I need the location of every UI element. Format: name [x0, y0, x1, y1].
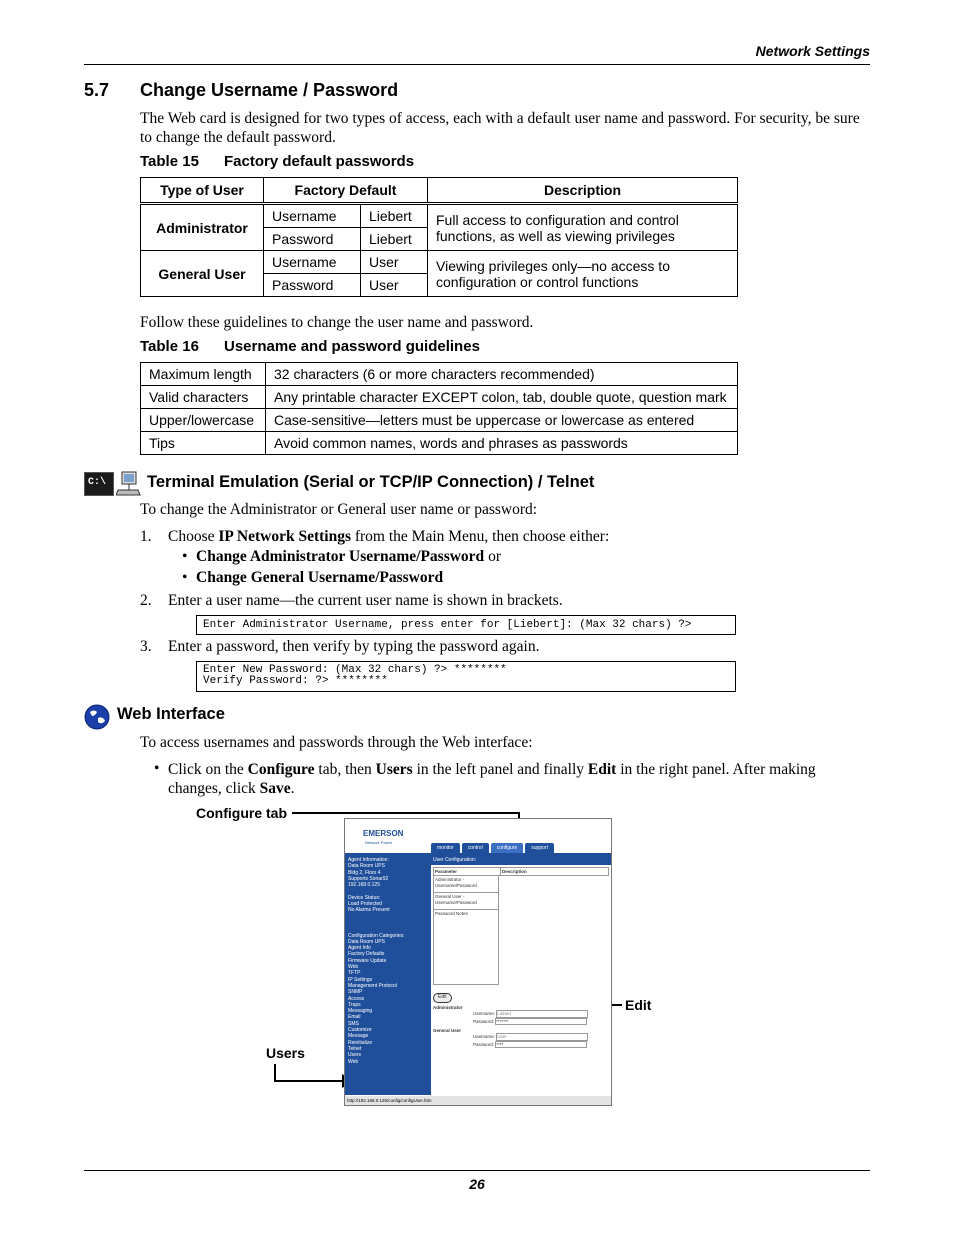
table15-caption [140, 153, 414, 170]
bullet-2-text [196, 569, 443, 587]
running-header: Network Settings [755, 43, 870, 59]
left-panel-item[interactable]: Web [348, 964, 359, 971]
left-panel-item[interactable]: SNMP [348, 989, 363, 996]
admin-username-field[interactable]: Liebert [496, 1010, 588, 1017]
web-text: in the right panel. After making changes, click [168, 761, 816, 797]
table16 [140, 362, 738, 455]
table15-header-default: Factory Default [264, 178, 428, 204]
table15 [140, 177, 738, 297]
step-3 [140, 637, 865, 656]
table16-title: Username and password guidelines [224, 338, 480, 355]
emerson-logo-sub: Network Power [365, 840, 393, 845]
table15-cell: User [361, 251, 428, 274]
web-bullet: • [154, 760, 160, 777]
intro-paragraph: The Web card is designed for two types of access, each with a default user name and password. For security, be sure to change the default password. [140, 110, 860, 146]
table15-cell: Username [264, 251, 361, 274]
code-password [196, 661, 736, 692]
bullet-1-post: or [484, 548, 501, 565]
left-panel-item[interactable]: Configuration Categories: [348, 932, 405, 939]
left-panel-item[interactable]: 192.168.0.125 [348, 882, 380, 889]
left-panel-item[interactable]: Traps [348, 1001, 361, 1008]
table15-cell: General User [141, 251, 264, 297]
table16-key: Tips [141, 432, 266, 455]
tab-bar [431, 843, 554, 853]
web-text: in the left panel and finally [412, 761, 588, 778]
table15-cell: Viewing privileges only—no access to configuration or control functions [428, 251, 738, 297]
tab-monitor[interactable]: monitor [431, 843, 460, 853]
guidelines-intro: Follow these guidelines to change the user name and password. [140, 314, 534, 331]
table15-label: Table 15 [140, 153, 199, 170]
web-heading: Web Interface [117, 705, 225, 723]
table15-title: Factory default passwords [224, 153, 415, 170]
terminal-heading: Terminal Emulation (Serial or TCP/IP Connection) / Telnet [147, 473, 595, 491]
header-rule [84, 64, 870, 65]
table15-cell: Full access to configuration and control functions, as well as viewing privileges [428, 204, 738, 251]
step-1-pre: Choose [168, 528, 219, 545]
step-1-bold: IP Network Settings [218, 528, 351, 545]
table16-key: Valid characters [141, 386, 266, 409]
left-panel-item[interactable]: Management Protocol [348, 982, 397, 989]
web-ui-screenshot [344, 818, 612, 1106]
bullet-2: • [182, 569, 188, 586]
left-panel-item[interactable]: No Alarms Present [348, 907, 390, 914]
callout-line [292, 812, 520, 814]
left-panel-item[interactable]: Device Status: [348, 894, 381, 901]
web-text: tab, then [314, 761, 376, 778]
table15-cell: Password [264, 228, 361, 251]
left-panel-item[interactable]: Reinitialize [348, 1039, 373, 1046]
left-panel-item[interactable]: Users [348, 1052, 362, 1059]
table15-cell: Liebert [361, 204, 428, 228]
admin-username-label: Username: [473, 1011, 496, 1017]
table15-header-description: Description [428, 178, 738, 204]
tab-support[interactable]: support [525, 843, 554, 853]
user-config-bar: User Configuration: [431, 853, 611, 865]
param-admin: Administrator - Username/Password [433, 876, 499, 893]
step-2-number: 2. [140, 592, 152, 609]
left-panel-item[interactable]: IP Settings [348, 976, 373, 983]
gen-password-field[interactable]: **** [495, 1041, 587, 1048]
param-general: General User - Username/Password [433, 893, 499, 910]
table16-caption [140, 338, 480, 355]
table16-key: Upper/lowercase [141, 409, 266, 432]
network-computer-icon [116, 470, 142, 496]
web-text: Click on the [168, 761, 248, 778]
web-instructions [168, 760, 868, 798]
left-panel-item[interactable]: Supports Sonar92 [348, 875, 389, 882]
table16-key: Maximum length [141, 363, 266, 386]
left-panel-list [348, 857, 428, 1065]
left-panel-item[interactable]: Telnet [348, 1045, 362, 1052]
web-bold: Configure [247, 761, 315, 778]
left-panel-item[interactable]: Agent Info [348, 945, 371, 952]
admin-password-label: Password: [473, 1018, 495, 1024]
param-header: Parameter [434, 868, 501, 875]
general-label: General User [433, 1028, 462, 1034]
tab-configure[interactable]: configure [491, 843, 524, 853]
table15-cell: Username [264, 204, 361, 228]
table15-header-type: Type of User [141, 178, 264, 204]
step-1-post: from the Main Menu, then choose either: [350, 528, 610, 545]
web-bold: Save [259, 780, 291, 797]
left-panel-item[interactable]: Bldg 2, Floor 4 [348, 869, 381, 876]
left-panel [345, 853, 431, 1095]
step-2 [140, 591, 865, 610]
step-1-number: 1. [140, 528, 152, 545]
callout-line [274, 1080, 344, 1082]
table16-value: Case-sensitive—letters must be uppercase or lowercase as entered [266, 409, 738, 432]
left-panel-item[interactable]: SMS [348, 1020, 359, 1027]
left-panel-item[interactable]: Firmware Update [348, 957, 387, 964]
command-prompt-icon: C:\ [84, 472, 114, 496]
gen-username-field[interactable]: User [496, 1033, 588, 1040]
table15-cell: User [361, 274, 428, 297]
bullet-2-bold: Change General Username/Password [196, 569, 444, 586]
terminal-intro: To change the Administrator or General user name or password: [140, 501, 538, 518]
table16-label: Table 16 [140, 338, 199, 355]
admin-label: Administrator [433, 1004, 463, 1010]
step-1 [140, 527, 865, 546]
left-panel-item[interactable]: Email [348, 1014, 361, 1021]
left-panel-item[interactable]: Customize [348, 1027, 372, 1034]
tab-control[interactable]: control [462, 843, 489, 853]
left-panel-item[interactable]: Web [348, 1058, 359, 1065]
status-bar: http://192.168.0.125/config/configUser.htm [345, 1096, 611, 1105]
table16-value: 32 characters (6 or more characters recommended) [266, 363, 738, 386]
web-bold: Edit [587, 761, 617, 778]
bullet-1-text [196, 548, 501, 566]
left-panel-item[interactable]: Data Room UPS [348, 863, 385, 870]
gen-password-label: Password: [473, 1041, 495, 1047]
desc-header: Description [502, 869, 527, 874]
table15-cell: Administrator [141, 204, 264, 251]
left-panel-item[interactable]: Agent Information: [348, 857, 389, 863]
emerson-logo: EMERSON [363, 829, 404, 838]
code-password-line1: Enter New Password: (Max 32 chars) ?> ******** [203, 664, 507, 676]
callout-users: Users [266, 1045, 305, 1061]
table16-value: Avoid common names, words and phrases as passwords [266, 432, 738, 455]
left-panel-item[interactable]: Factory Defaults [348, 951, 385, 958]
admin-password-field[interactable]: ******* [495, 1018, 587, 1025]
code-username: Enter Administrator Username, press enter for [Liebert]: (Max 32 chars) ?> [196, 615, 736, 635]
page-number: 26 [469, 1176, 485, 1192]
gen-username-label: Username: [473, 1034, 496, 1040]
section-number: 5.7 [84, 80, 110, 100]
left-panel-item[interactable]: Messaging [348, 1008, 373, 1015]
param-notes: Password Notes [433, 910, 499, 985]
edit-button[interactable]: Edit [433, 993, 452, 1002]
bullet-1-bold: Change Administrator Username/Password [196, 548, 485, 565]
table15-cell: Password [264, 274, 361, 297]
right-panel [433, 867, 609, 1048]
footer-rule [84, 1170, 870, 1171]
left-panel-item[interactable]: Message [348, 1033, 369, 1040]
left-panel-item[interactable]: Load Protected [348, 901, 382, 908]
web-intro: To access usernames and passwords through the Web interface: [140, 734, 533, 751]
table15-cell: Liebert [361, 228, 428, 251]
left-panel-item[interactable]: Access [348, 995, 365, 1002]
left-panel-item[interactable]: Data Room UPS [348, 938, 385, 945]
callout-configure-tab: Configure tab [196, 805, 287, 821]
bullet-1: • [182, 548, 188, 565]
step-3-text: Enter a password, then verify by typing the password again. [168, 638, 540, 655]
globe-icon [84, 704, 110, 730]
callout-edit: Edit [625, 997, 652, 1013]
code-password-line2: Verify Password: ?> ******** [203, 675, 388, 687]
step-3-number: 3. [140, 638, 152, 655]
web-bold: Users [375, 761, 413, 778]
table16-value: Any printable character EXCEPT colon, tab, double quote, question mark [266, 386, 738, 409]
web-text: . [290, 780, 295, 797]
left-panel-item[interactable]: TFTP [348, 970, 361, 977]
step-2-text: Enter a user name—the current user name is shown in brackets. [168, 592, 563, 609]
section-title: Change Username / Password [140, 80, 399, 100]
